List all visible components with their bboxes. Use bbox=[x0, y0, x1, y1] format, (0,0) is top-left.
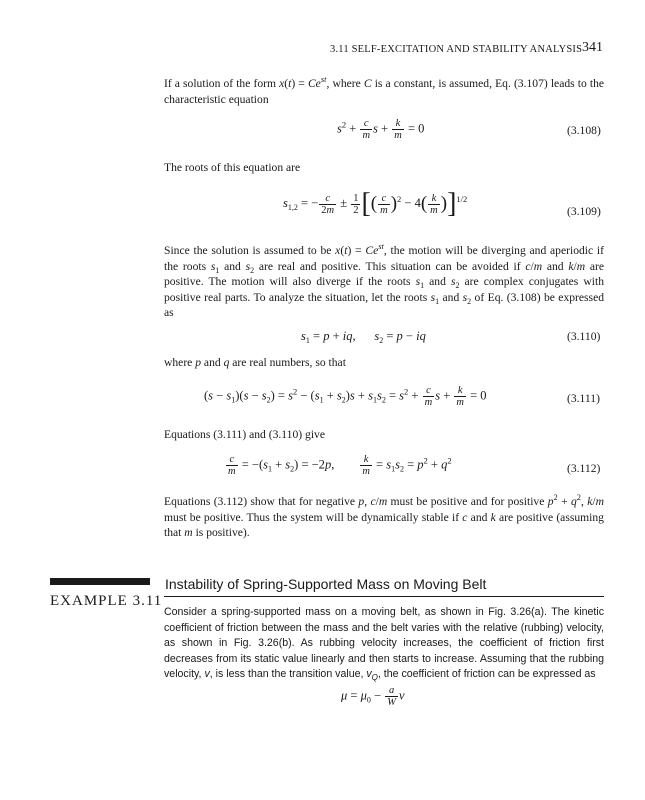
example-label: EXAMPLE 3.11 bbox=[50, 593, 163, 609]
equation-3-109: $s_{1,2}$ = − $\frac{c}{2m}$ ± $\frac{1}{2}$ [( $\frac{c}{m}$ )$^2$ − 4( $\frac{k}{m}$ )]$^{1/2}$ bbox=[283, 188, 468, 219]
example-title: Instability of Spring-Supported Mass on Moving Belt bbox=[165, 576, 487, 592]
paragraph-roots-intro: The roots of this equation are bbox=[164, 161, 301, 174]
paragraph-intro: If a solution of the form $x(t) = Ce^{st}$, where C is a constant, is assumed, Eq. (3.107) leads to the characteristic equation bbox=[164, 74, 605, 106]
equation-3-108: $s^2$ + $\frac{c}{m}$ s + $\frac{k}{m}$ = 0 bbox=[337, 118, 425, 141]
equation-number-3-110: (3.110) bbox=[567, 330, 601, 343]
example-title-rule bbox=[164, 596, 604, 597]
running-header-title: 3.11 SELF-EXCITATION AND STABILITY ANALYSIS bbox=[330, 44, 583, 55]
page-number: 341 bbox=[582, 40, 603, 55]
paragraph-p-q-definition: where p and q are real numbers, so that bbox=[164, 356, 346, 369]
paragraph-stability-discussion: Since the solution is assumed to be $x(t) = Ce^{st}$, the motion will be diverging and aperiodic if the roots $s_1$ and $s_2$ are real and positive. This situation can be avoided if c/m and k/m are positive. The motion will also diverge if the roots $s_1$ and $s_2$ are complex conjugates with positive real parts. To analyze the situation, let the roots $s_1$ and $s_2$ of Eq. (3.108) be expressed as bbox=[164, 241, 605, 320]
paragraph-equations-give: Equations (3.111) and (3.110) give bbox=[164, 428, 325, 441]
equation-3-112: $\frac{c}{m}$ = $-(s_1 + s_2) = -2p$, $\frac{k}{m}$ = $s_1s_2 = p^2 + q^2$ bbox=[228, 454, 452, 477]
equation-number-3-112: (3.112) bbox=[567, 462, 601, 475]
equation-number-3-111: (3.111) bbox=[567, 392, 600, 405]
equation-3-110: $s_1 = p$ + iq, $s_2 = p$ − iq bbox=[301, 329, 426, 345]
example-body-text: Consider a spring-supported mass on a moving belt, as shown in Fig. 3.26(a). The kinetic coefficient of friction between the mass and the belt varies with the relative (rubbing) velocity, as shown in Fig. 3.26(b). As rubbing velocity increases, the coefficient of friction first decreases from its static value linearly and then starts to increase. Assuming that the rubbing velocity, v, is less than the transition value, $v_Q$, the coefficient of friction can be expressed as bbox=[164, 606, 604, 683]
paragraph-stability-conclusion: Equations (3.112) show that for negative p, c/m must be positive and for positive $p^2 + q^2$, k/m must be positive. Thus the system will be dynamically stable if c and k are positive (assuming that m is positive). bbox=[164, 492, 604, 540]
equation-friction-coefficient: $\mu = \mu_0$ − $\frac{a}{W}$ v bbox=[341, 685, 405, 708]
equation-3-111: $(s - s_1)(s - s_2) = s^2 - (s_1 + s_2)s + s_1s_2 = s^2$ + $\frac{c}{m}$ s + $\frac{k}{m}$ = 0 bbox=[204, 385, 487, 408]
equation-number-3-109: (3.109) bbox=[567, 205, 601, 218]
equation-number-3-108: (3.108) bbox=[567, 124, 601, 137]
example-marker-bar bbox=[50, 578, 150, 585]
